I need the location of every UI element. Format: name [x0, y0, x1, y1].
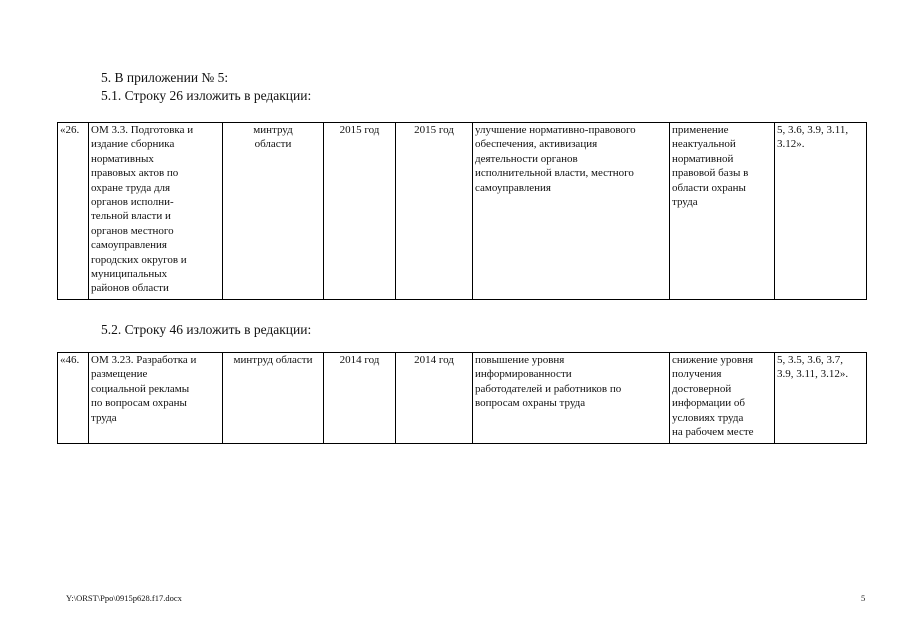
consequence-cell: применение неактуальной нормативной правовой базы в области охраны труда — [670, 123, 775, 300]
indicator-link-cell: 5, 3.5, 3.6, 3.7, 3.9, 3.11, 3.12». — [775, 353, 867, 444]
table-row — [58, 123, 867, 300]
instruction-5-2: 5.2. Строку 46 изложить в редакции: — [101, 322, 312, 337]
table-row — [58, 353, 867, 444]
footer-file-path: Y:\ORST\Ppo\0915p628.f17.docx — [66, 593, 182, 603]
indicator-link-cell: 5, 3.6, 3.9, 3.11, 3.12». — [775, 123, 867, 300]
end-year-cell: 2014 год — [396, 353, 473, 444]
end-year-cell: 2015 год — [396, 123, 473, 300]
start-year-cell: 2014 год — [324, 353, 396, 444]
expected-result-cell: улучшение нормативно-правового обеспечения, активизация деятельности органов исполнительной власти, местного самоуправления — [473, 123, 670, 300]
footer-page-number: 5 — [861, 593, 866, 603]
measure-cell: ОМ 3.23. Разработка и размещение социальной рекламы по вопросам охраны труда — [89, 353, 223, 444]
consequence-cell: снижение уровня получения достоверной информации об условиях труда на рабочем месте — [670, 353, 775, 444]
executor-cell: минтруд области — [223, 123, 324, 300]
executor-cell: минтруд области — [223, 353, 324, 444]
section-heading: 5. В приложении № 5: — [101, 70, 229, 85]
measure-cell: ОМ 3.3. Подготовка и издание сборника нормативных правовых актов по охране труда для органов исполни- тельной власти и органов местного самоуправления городских округов и муниципальных районов области — [89, 123, 223, 300]
row-26-table — [57, 122, 867, 300]
row-46-table — [57, 352, 867, 444]
start-year-cell: 2015 год — [324, 123, 396, 300]
row-number-cell: «26. — [58, 123, 89, 300]
instruction-5-1: 5.1. Строку 26 изложить в редакции: — [101, 88, 312, 103]
row-number-cell: «46. — [58, 353, 89, 444]
expected-result-cell: повышение уровня информированности работодателей и работников по вопросам охраны труда — [473, 353, 670, 444]
